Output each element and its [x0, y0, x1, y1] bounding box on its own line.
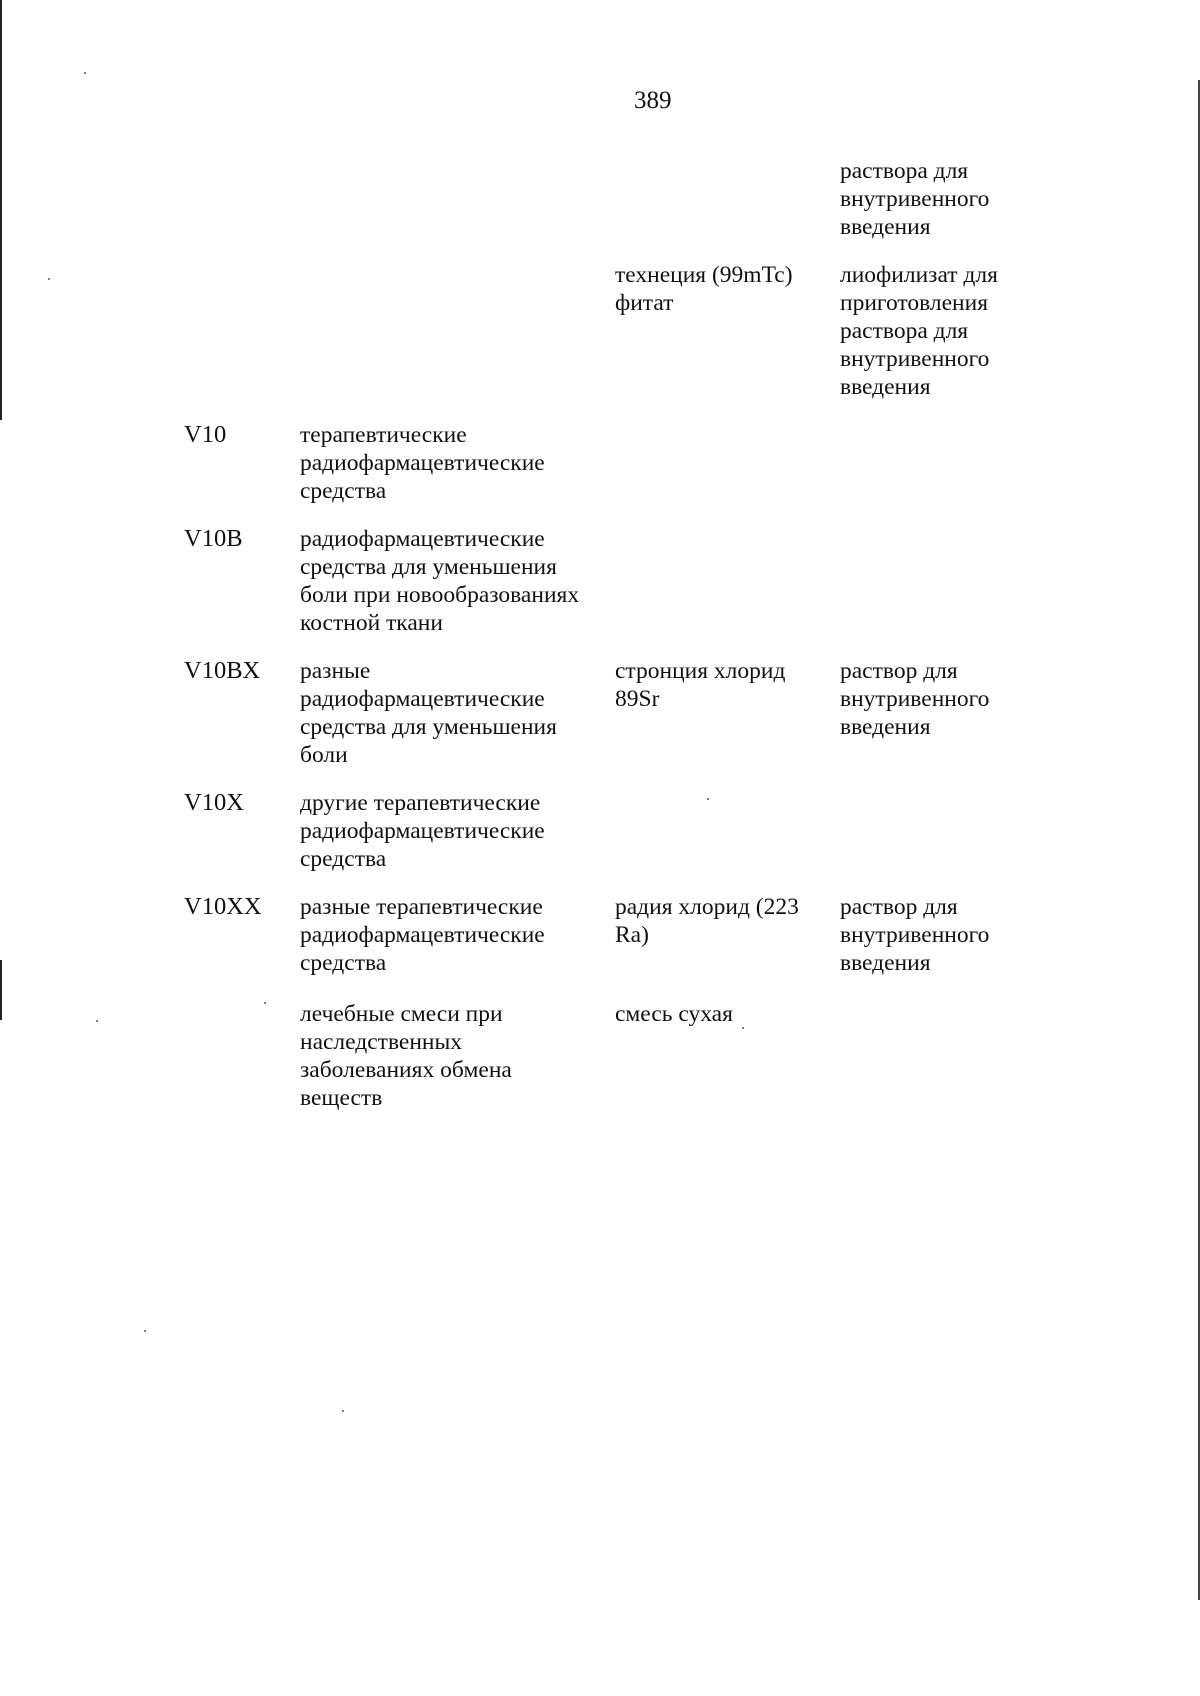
group-name-cell: лечебные смеси при наследственных заболеваниях обмена веществ: [300, 1001, 512, 1111]
scan-speck: [84, 72, 86, 74]
drug-name-cell: радия хлорид (223 Ra): [615, 894, 799, 948]
scan-speck: [144, 1330, 146, 1332]
drug-name-cell: технеция (99mTc) фитат: [615, 262, 793, 316]
atc-code-cell: V10: [184, 421, 227, 448]
scan-speck: [96, 1020, 98, 1022]
scan-edge-left: [0, 0, 2, 420]
dosage-form-cell: раствор для внутривенного введения: [840, 658, 990, 740]
dosage-form-cell: лиофилизат для приготовления раствора для внутривенного введения: [840, 262, 998, 400]
scan-speck: [48, 278, 50, 280]
group-name-cell: разные терапевтические радиофармацевтические средства: [300, 894, 545, 976]
dosage-form-cell: раствор для внутривенного введения: [840, 894, 990, 976]
page-number: 389: [634, 87, 672, 114]
group-name-cell: разные радиофармацевтические средства для уменьшения боли: [300, 658, 557, 768]
scan-speck: [707, 798, 709, 800]
atc-code-cell: V10XX: [184, 893, 262, 920]
scan-edge-left-lower: [0, 960, 2, 1020]
scan-speck: [342, 1410, 344, 1412]
atc-code-cell: V10B: [184, 525, 243, 552]
scan-speck: [264, 1002, 266, 1004]
group-name-cell: другие терапевтические радиофармацевтические средства: [300, 790, 545, 872]
group-name-cell: радиофармацевтические средства для уменьшения боли при новообразованиях костной ткани: [300, 526, 580, 636]
atc-code-cell: V10X: [184, 789, 244, 816]
dosage-form-cell: раствора для внутривенного введения: [840, 158, 990, 240]
group-name-cell: терапевтические радиофармацевтические средства: [300, 422, 545, 504]
atc-code-cell: V10BX: [184, 657, 261, 684]
drug-name-cell: смесь сухая: [615, 1001, 733, 1027]
drug-name-cell: стронция хлорид 89Sr: [615, 658, 786, 712]
